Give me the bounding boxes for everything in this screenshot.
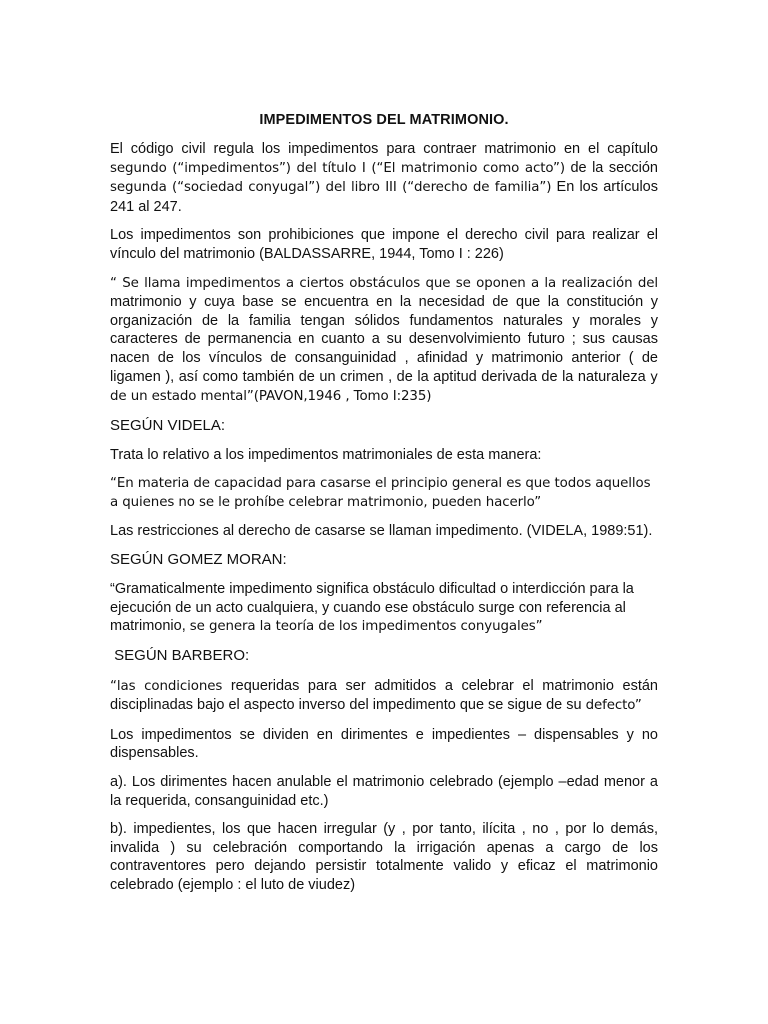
quote-text: “ Se llama impedimentos a ciertos obstáculos que se oponen a la realización del <box>110 275 658 291</box>
quote-text: requeridas para ser admitidos a celebrar el matrimonio están disciplinadas bajo el aspecto inverso del impedimento que se sigue de su <box>110 677 658 714</box>
paragraph-text: segundo (“impedimentos”) del título I (“El matrimonio como acto”) <box>110 160 565 176</box>
quote-videla: “En materia de capacidad para casarse el principio general es que todos aquellos a quienes no se le prohíbe celebrar matrimonio, pueden hacerlo” <box>110 475 651 510</box>
list-item-dirimentes: a). Los dirimentes hacen anulable el matrimonio celebrado (ejemplo –edad menor a la requerida, consanguinidad etc.) <box>110 774 658 809</box>
quote-text: y de un estado mental”(PAVON,1946 , Tomo I:235) <box>110 369 658 405</box>
heading-videla: SEGÚN VIDELA: <box>110 416 226 434</box>
quote-text: defecto” <box>585 698 642 714</box>
document-title: IMPEDIMENTOS DEL MATRIMONIO. <box>259 112 509 128</box>
paragraph-text: En los artículos 241 al 247. <box>110 179 658 215</box>
paragraph-text: segunda (“sociedad conyugal”) del libro III (“derecho de familia”) <box>110 180 552 196</box>
quote-pavon <box>110 274 658 407</box>
paragraph-videla: Trata lo relativo a los impedimentos matrimoniales de esta manera: <box>110 447 542 464</box>
list-item-impedientes: b). impedientes, los que hacen irregular (y , por tanto, ilícita , no , por lo demás, invalida ) su celebración comportando la irrigación apenas a cargo de los contraventores pero dejando persistir totalmente valido y eficaz el matrimonio celebrado (ejemplo : el luto de viudez) <box>110 821 658 893</box>
paragraph-division: Los impedimentos se dividen en dirimentes e impedientes – dispensables y no dispensables. <box>110 726 658 762</box>
paragraph-restricciones: Las restricciones al derecho de casarse se llaman impedimento. (VIDELA, 1989:51). <box>110 523 653 540</box>
quote-text: “las condiciones <box>110 678 223 694</box>
quote-text: “Gramaticalmente impedimento significa obstáculo dificultad o interdicción para la ejecución de un acto cualquiera, y cuando ese obstáculo surge con referencia al matrimonio, <box>110 581 634 635</box>
paragraph-text: de la sección <box>564 159 658 176</box>
quote-gomez-moran <box>110 580 658 637</box>
paragraph-text: El código civil regula los impedimentos para contraer matrimonio en el capítulo <box>110 141 658 157</box>
paragraph-definicion: Los impedimentos son prohibiciones que impone el derecho civil para realizar el vínculo del matrimonio (BALDASSARRE, 1944, Tomo I : 226) <box>110 227 658 262</box>
heading-barbero: SEGÚN BARBERO: <box>110 647 250 665</box>
paragraph-codigo-civil <box>110 140 658 216</box>
heading-gomez-moran: SEGÚN GOMEZ MORAN: <box>110 550 287 568</box>
quote-barbero <box>110 677 658 716</box>
quote-text: se genera la teoría de los impedimentos conyugales” <box>189 619 543 635</box>
quote-text: matrimonio y cuya base se encuentra en la necesidad de que la constitución y organización de la familia tengan sólidos fundamentos naturales y morales y caracteres de permanencia en cuanto a su desenvolvimiento futuro ; sus causas nacen de los vínculos de consanguinidad , afinidad y matrimonio anterior ( de ligamen ), así como también de un crimen , de la aptitud derivada de la naturaleza <box>110 294 658 385</box>
